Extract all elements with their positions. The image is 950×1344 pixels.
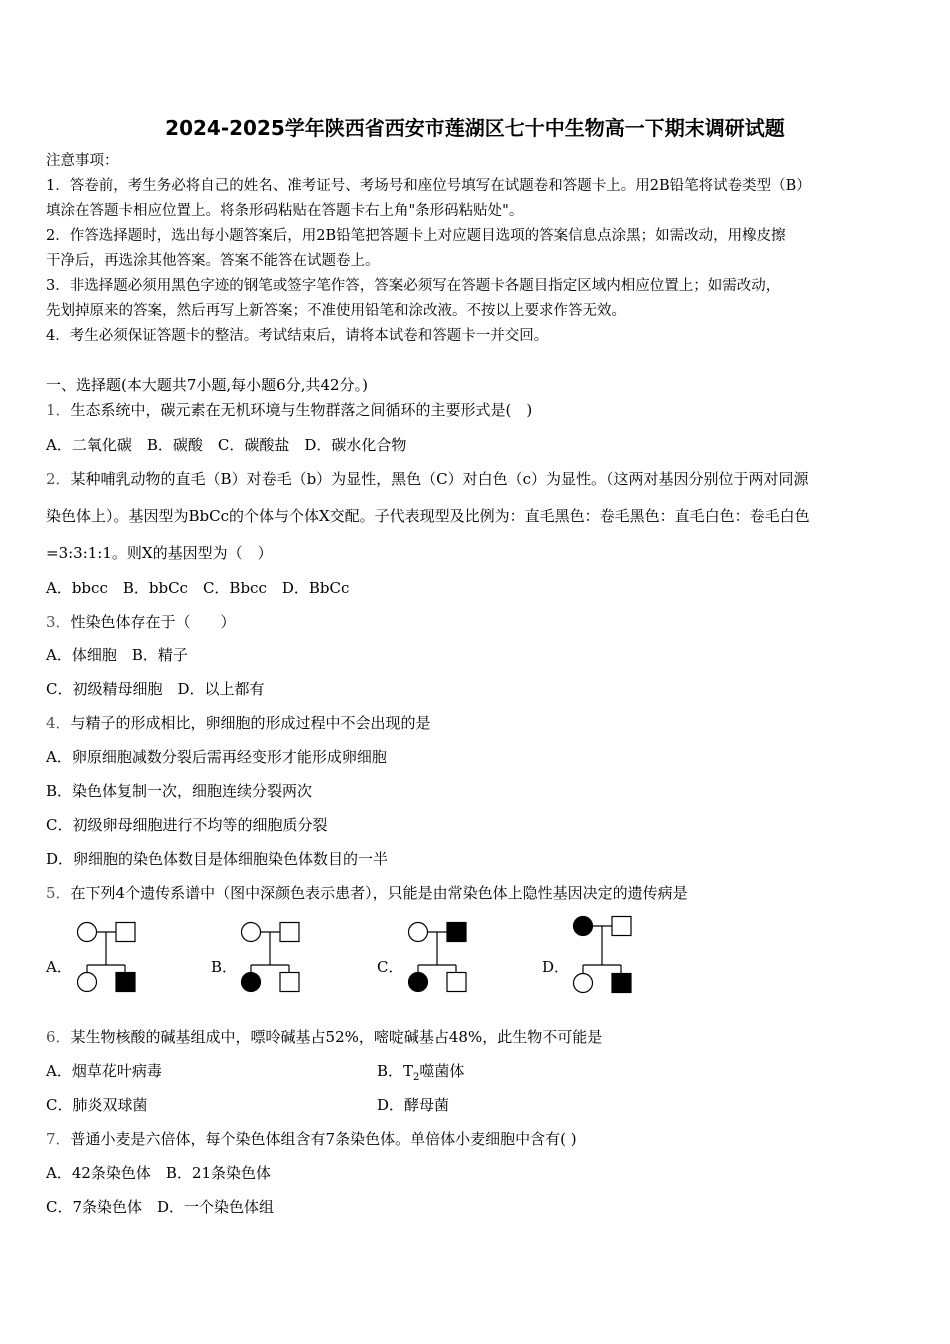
question-number: 7． bbox=[46, 1130, 71, 1148]
question-4-option-c: C．初级卵母细胞进行不均等的细胞质分裂 bbox=[46, 816, 328, 834]
question-stem: 性染色体存在于（ ） bbox=[70, 613, 236, 631]
question-1-options: A．二氧化碳 B．碳酸 C．碳酸盐 D．碳水化合物 bbox=[46, 436, 407, 454]
pedigree-d-diagram bbox=[562, 910, 642, 998]
question-5 bbox=[46, 883, 688, 903]
question-stem: 生态系统中，碳元素在无机环境与生物群落之间循环的主要形式是( ) bbox=[70, 401, 533, 419]
question-6 bbox=[46, 1027, 602, 1047]
question-number: 6． bbox=[46, 1028, 71, 1046]
question-2-stem-line: =3:3:1:1。则X的基因型为（ ） bbox=[46, 544, 273, 562]
question-stem: 某种哺乳动物的直毛（B）对卷毛（b）为显性，黑色（C）对白色（c）为显性。（这两对基因分别位于两对同源 bbox=[70, 470, 809, 488]
question-4-option-a: A．卵原细胞减数分裂后需再经变形才能形成卵细胞 bbox=[46, 748, 387, 766]
question-2 bbox=[46, 469, 809, 489]
pedigree-b-diagram bbox=[230, 915, 310, 997]
notice-line: 先划掉原来的答案，然后再写上新答案；不准使用铅笔和涂改液。不按以上要求作答无效。 bbox=[46, 303, 626, 319]
question-6-option-c: C．肺炎双球菌 bbox=[46, 1096, 148, 1114]
pedigree-a-diagram bbox=[66, 915, 146, 997]
question-stem: 普通小麦是六倍体，每个染色体组含有7条染色体。单倍体小麦细胞中含有( ) bbox=[70, 1130, 577, 1148]
notice-line: 2．作答选择题时，选出每小题答案后，用2B铅笔把答题卡上对应题目选项的答案信息点涂黑；如需改动，用橡皮擦 bbox=[46, 228, 786, 244]
question-stem: 与精子的形成相比，卵细胞的形成过程中不会出现的是 bbox=[70, 714, 431, 732]
question-7 bbox=[46, 1129, 577, 1149]
option-b-subscript: 2 bbox=[413, 1072, 420, 1083]
pedigree-c-diagram bbox=[397, 915, 477, 997]
question-2-stem-line: 染色体上）。基因型为BbCc的个体与个体X交配。子代表现型及比例为：直毛黑色：卷毛黑色：直毛白色：卷毛白色 bbox=[46, 507, 810, 525]
question-stem: 在下列4个遗传系谱中（图中深颜色表示患者），只能是由常染色体上隐性基因决定的遗传病是 bbox=[70, 884, 688, 902]
notice-line: 1．答卷前，考生务必将自己的姓名、准考证号、考场号和座位号填写在试题卷和答题卡上。用2B铅笔将试卷类型（B） bbox=[46, 178, 811, 194]
question-2-options: A．bbcc B．bbCc C．Bbcc D．BbCc bbox=[46, 579, 350, 597]
question-number: 5． bbox=[46, 884, 71, 902]
page-title: 2024-2025学年陕西省西安市莲湖区七十中生物高一下期末调研试题 bbox=[165, 116, 785, 140]
notice-line: 3．非选择题必须用黑色字迹的钢笔或签字笔作答，答案必须写在答题卡各题目指定区域内相应位置上；如需改动， bbox=[46, 278, 781, 294]
question-stem: 某生物核酸的碱基组成中，嘌呤碱基占52%，嘧啶碱基占48%，此生物不可能是 bbox=[70, 1028, 603, 1046]
question-4-option-b: B．染色体复制一次，细胞连续分裂两次 bbox=[46, 782, 313, 800]
question-number: 2． bbox=[46, 470, 71, 488]
question-7-options: C．7条染色体 D．一个染色体组 bbox=[46, 1198, 275, 1216]
pedigree-c-label: C． bbox=[377, 958, 404, 976]
notice-line: 4．考生必须保证答题卡的整洁。考试结束后，请将本试卷和答题卡一并交回。 bbox=[46, 328, 549, 344]
notice-heading: 注意事项： bbox=[46, 153, 119, 169]
notice-line: 填涂在答题卡相应位置上。将条形码粘贴在答题卡右上角"条形码粘贴处"。 bbox=[46, 203, 524, 219]
option-b-prefix: B．T bbox=[377, 1062, 414, 1080]
pedigree-d-label: D． bbox=[542, 958, 570, 976]
question-3 bbox=[46, 612, 236, 632]
question-6-option-b bbox=[377, 1061, 464, 1088]
question-number: 3． bbox=[46, 613, 71, 631]
question-1 bbox=[46, 400, 532, 420]
pedigree-a-label: A． bbox=[46, 958, 72, 976]
question-4-option-d: D．卵细胞的染色体数目是体细胞染色体数目的一半 bbox=[46, 850, 389, 868]
question-6-option-a: A．烟草花叶病毒 bbox=[46, 1062, 162, 1080]
notice-line: 干净后，再选涂其他答案。答案不能答在试题卷上。 bbox=[46, 253, 380, 269]
question-number: 4． bbox=[46, 714, 71, 732]
option-b-suffix: 噬菌体 bbox=[419, 1062, 465, 1080]
section-heading: 一、选择题(本大题共7小题,每小题6分,共42分。) bbox=[46, 376, 368, 394]
pedigree-b-label: B． bbox=[211, 958, 238, 976]
question-3-options: C．初级精母细胞 D．以上都有 bbox=[46, 680, 265, 698]
question-3-options: A．体细胞 B．精子 bbox=[46, 646, 188, 664]
question-7-options: A．42条染色体 B．21条染色体 bbox=[46, 1164, 272, 1182]
question-4 bbox=[46, 713, 431, 733]
question-6-option-d: D．酵母菌 bbox=[377, 1096, 450, 1114]
question-number: 1． bbox=[46, 401, 71, 419]
